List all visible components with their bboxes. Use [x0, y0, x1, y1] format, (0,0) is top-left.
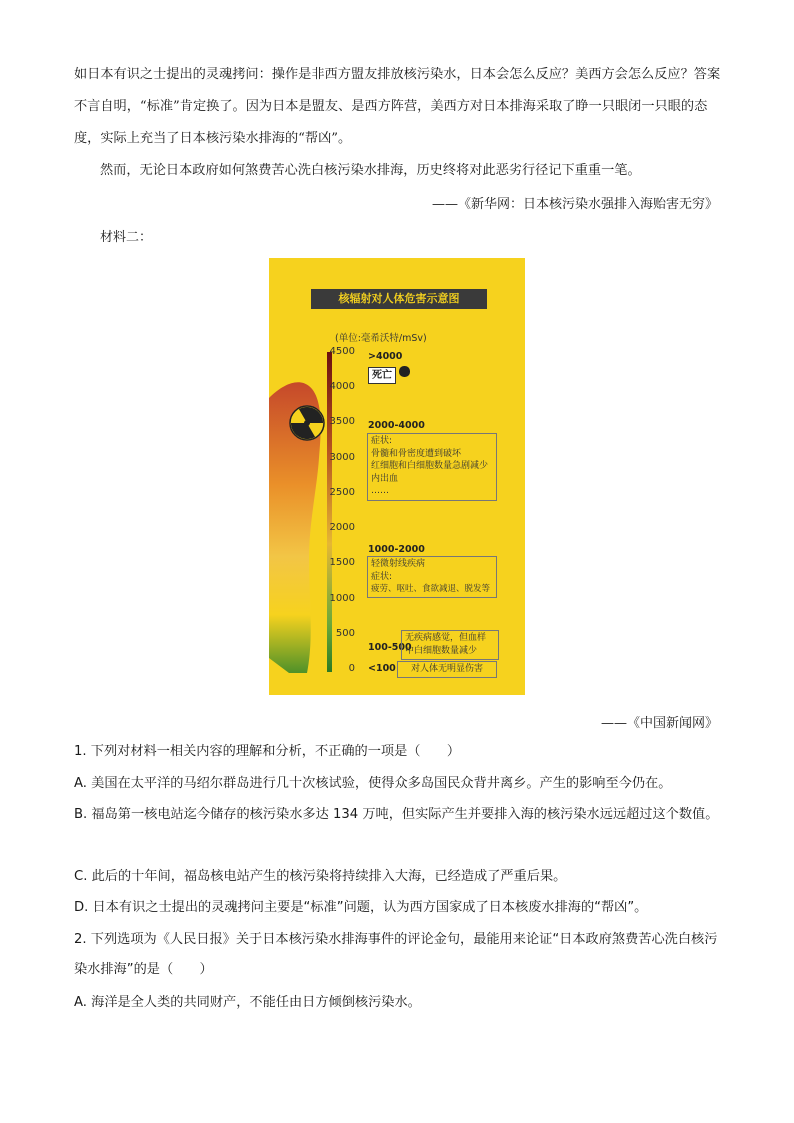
level-label-100-500: 100-500 [368, 642, 412, 653]
tick-label: 1500 [329, 557, 355, 568]
death-label: 死亡 [368, 367, 396, 384]
symptom-line: 红细胞和白细胞数量急剧减少 [371, 461, 489, 471]
radiation-harm-infographic [269, 258, 525, 695]
infographic-title: 核辐射对人体危害示意图 [311, 289, 487, 309]
symptom-line: …… [371, 486, 389, 496]
tick-label: 0 [348, 663, 355, 674]
source-citation-1: ——《新华网：日本核污染水强排入海贻害无穷》 [431, 197, 718, 212]
symptom-line: 无疾病感觉，但血样 [405, 633, 487, 643]
level-label-1000-2000: 1000-2000 [368, 544, 425, 555]
passage-para-1: 如日本有识之士提出的灵魂拷问：操作是非西方盟友排放核污染水，日本会怎么反应？美西方会怎么反应？答案不言自明，“标准”肯定换了。因为日本是盟友、是西方阵营，美西方对日本排海采取了睁一只眼闭一只眼的态度，实际上充当了日本核污染水排海的“帮凶”。 [74, 67, 721, 146]
tick-label: 2000 [329, 522, 355, 533]
skull-icon [399, 366, 410, 377]
tick-label: 500 [335, 628, 355, 639]
infographic-unit: (单位:毫希沃特/mSv) [335, 333, 427, 344]
level-label-2000-4000: 2000-4000 [368, 420, 425, 431]
symptom-line: 疲劳、呕吐、食欲减退、脱发等 [371, 584, 491, 594]
tick-label: 3000 [329, 452, 355, 463]
symptom-line: 症状: [371, 571, 393, 582]
symptom-box-1000-2000 [367, 556, 497, 598]
symptom-line: 轻微射线疾病 [371, 559, 426, 569]
symptom-line: 症状: [371, 436, 393, 446]
question-2: 2. 下列选项为《人民日报》关于日本核污染水排海事件的评论金句，最能用来论证“日本政府煞费苦心洗白核污染水排海”的是（ ） [74, 932, 718, 977]
symptom-box-100-500 [401, 630, 499, 660]
q1-option-c: C. 此后的十年间，福岛核电站产生的核污染将持续排入大海，已经造成了严重后果。 [74, 869, 567, 884]
level-label-lt100: <100 [368, 663, 396, 674]
symptom-line: 内出血 [371, 473, 399, 484]
symptom-line: 中白细胞数量减少 [405, 645, 478, 656]
symptom-line: 骨髓和骨密度遭到破坏 [371, 448, 462, 459]
dose-scale-bar [327, 352, 332, 672]
tick-label: 4000 [329, 381, 355, 392]
q1-option-a: A. 美国在太平洋的马绍尔群岛进行几十次核试验，使得众多岛国民众背井离乡。产生的影响至今仍在。 [74, 776, 672, 791]
tick-label: 2500 [329, 487, 355, 498]
q2-option-a: A. 海洋是全人类的共同财产，不能任由日方倾倒核污染水。 [74, 995, 421, 1010]
tick-label: 3500 [329, 416, 355, 427]
q1-option-d: D. 日本有识之士提出的灵魂拷问主要是“标准”问题，认为西方国家成了日本核废水排海的“帮凶”。 [74, 900, 648, 915]
tick-label: 1000 [329, 593, 355, 604]
passage-para-2: 然而，无论日本政府如何煞费苦心洗白核污染水排海，历史终将对此恶劣行径记下重重一笔。 [100, 163, 641, 178]
q1-option-b: B. 福岛第一核电站迄今储存的核污染水多达 134 万吨，但实际产生并要排入海的核污染水远远超过这个数值。 [74, 807, 719, 822]
tick-label: 4500 [329, 346, 355, 357]
symptom-box-lt100: 对人体无明显伤害 [397, 661, 497, 678]
source-citation-2: ——《中国新闻网》 [600, 716, 718, 731]
symptom-box-2000-4000 [367, 433, 497, 501]
material-2-label: 材料二： [100, 230, 153, 245]
question-1: 1. 下列对材料一相关内容的理解和分析，不正确的一项是（ ） [74, 744, 461, 759]
level-label-gt4000: >4000 [368, 351, 403, 362]
